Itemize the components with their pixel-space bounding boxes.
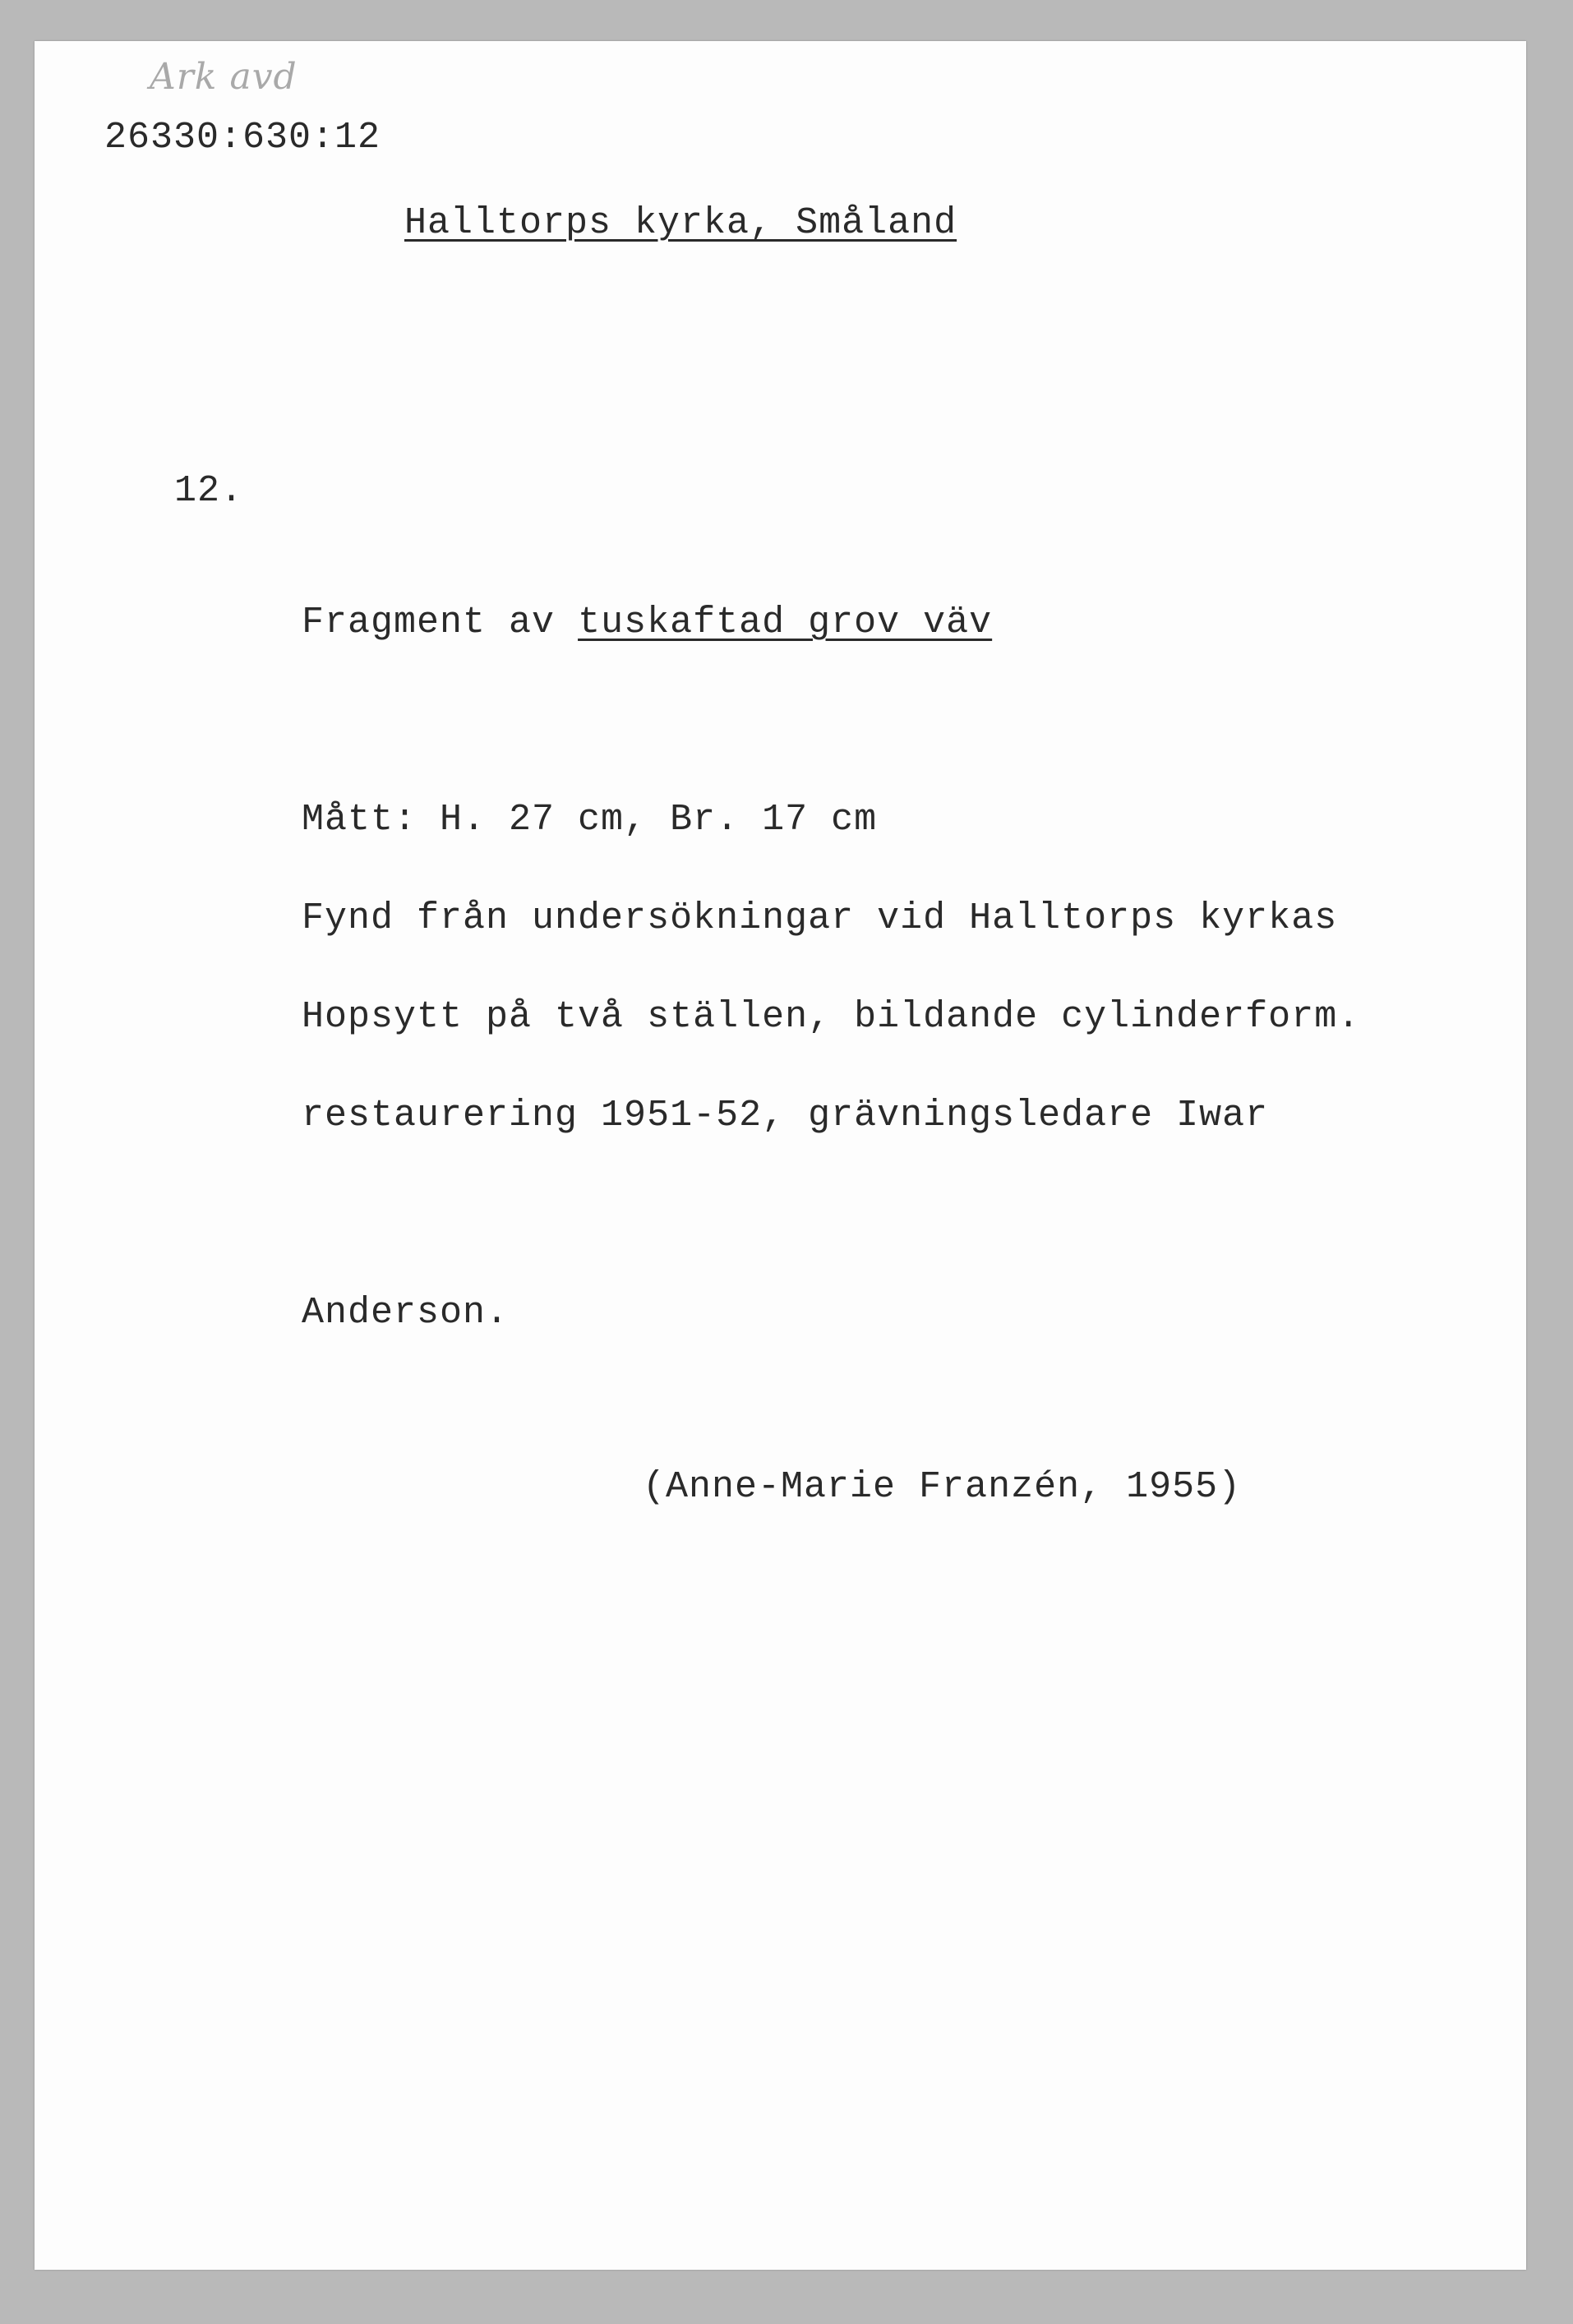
card-heading: Halltorps kyrka, Småland (404, 202, 957, 244)
find-info-block (302, 754, 1337, 1478)
catalog-card (35, 41, 1526, 2270)
item-measurements: Mått: H. 27 cm, Br. 17 cm (302, 799, 878, 841)
item-number: 12. (174, 470, 244, 512)
accession-number: 26330:630:12 (104, 117, 381, 159)
handwritten-note: Ark avd (150, 56, 298, 98)
item-title (302, 590, 1360, 656)
find-info-line: Fynd från undersökningar vid Halltorps kyrkas (302, 897, 1338, 939)
item-title-prefix: Fragment av (302, 602, 579, 643)
author-signature: (Anne-Marie Franzén, 1955) (643, 1466, 1242, 1508)
find-info-line: restaurering 1951-52, grävningsledare Iwar (302, 1095, 1269, 1137)
item-title-underlined: tuskaftad grov väv (578, 602, 993, 643)
item-description: Hopsytt på två ställen, bildande cylinderform. (302, 996, 1361, 1038)
find-info-line: Anderson. (302, 1292, 510, 1334)
